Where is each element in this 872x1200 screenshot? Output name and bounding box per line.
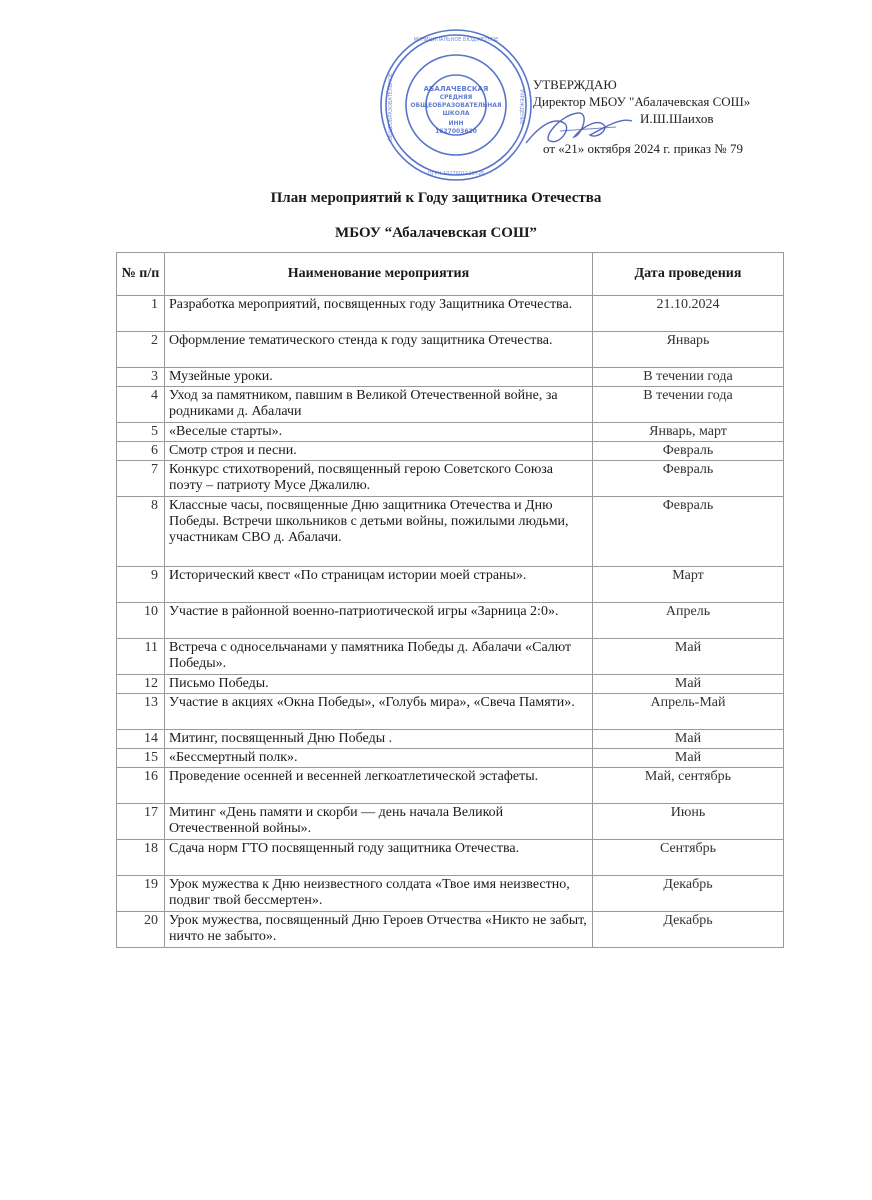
table-row (117, 296, 784, 332)
row-date: Февраль (593, 461, 784, 497)
row-number: 9 (117, 567, 165, 603)
table-row (117, 567, 784, 603)
table-row (117, 332, 784, 368)
svg-text:ШКОЛА: ШКОЛА (442, 110, 470, 117)
row-event-name: Сдача норм ГТО посвященный году защитника Отечества. (165, 840, 593, 876)
approval-director-name: И.Ш.Шаихов (640, 111, 714, 126)
table-row (117, 461, 784, 497)
header-number: № п/п (117, 253, 165, 296)
svg-text:ОБЩЕОБРАЗОВАТЕЛЬНОЕ: ОБЩЕОБРАЗОВАТЕЛЬНОЕ (388, 72, 394, 142)
school-name-title: МБОУ “Абалачевская СОШ” (335, 225, 537, 241)
row-date: В течении года (593, 387, 784, 423)
row-event-name: Разработка мероприятий, посвященных году Защитника Отечества. (165, 296, 593, 332)
table-row (117, 730, 784, 749)
approval-order-date: от «21» октября 2024 г. приказ № 79 (543, 141, 743, 156)
row-event-name: Урок мужества, посвященный Дню Героев Отчества «Никто не забыт, ничто не забыто». (165, 912, 593, 948)
row-date: Апрель-Май (593, 694, 784, 730)
approval-heading: УТВЕРЖДАЮ (533, 77, 617, 92)
row-number: 1 (117, 296, 165, 332)
row-number: 2 (117, 332, 165, 368)
row-date: Апрель (593, 603, 784, 639)
row-date: Май (593, 675, 784, 694)
row-date: Июнь (593, 804, 784, 840)
row-event-name: Музейные уроки. (165, 368, 593, 387)
events-plan-table (116, 252, 784, 948)
svg-text:ИНН: ИНН (448, 120, 464, 127)
row-number: 7 (117, 461, 165, 497)
table-row (117, 675, 784, 694)
table-row (117, 368, 784, 387)
row-event-name: Участие в акциях «Окна Победы», «Голубь мира», «Свеча Памяти». (165, 694, 593, 730)
table-row (117, 423, 784, 442)
header-event-name: Наименование мероприятия (165, 253, 593, 296)
row-date: Февраль (593, 497, 784, 567)
row-date: 21.10.2024 (593, 296, 784, 332)
svg-text:ОГРН 1027601119726: ОГРН 1027601119726 (427, 171, 485, 177)
row-event-name: Конкурс стихотворений, посвященный герою Советского Союза поэту – патриоту Мусе Джалилю. (165, 461, 593, 497)
row-number: 5 (117, 423, 165, 442)
row-date: Сентябрь (593, 840, 784, 876)
svg-text:АБАЛАЧЕВСКАЯ: АБАЛАЧЕВСКАЯ (423, 85, 489, 93)
table-row (117, 840, 784, 876)
table-row (117, 876, 784, 912)
svg-text:ОБЩЕОБРАЗОВАТЕЛЬНАЯ: ОБЩЕОБРАЗОВАТЕЛЬНАЯ (410, 102, 502, 109)
row-event-name: Уход за памятником, павшим в Великой Отечественной войне, за родниками д. Абалачи (165, 387, 593, 423)
row-event-name: Исторический квест «По страницам истории моей страны». (165, 567, 593, 603)
row-number: 15 (117, 749, 165, 768)
row-event-name: «Бессмертный полк». (165, 749, 593, 768)
row-number: 13 (117, 694, 165, 730)
row-date: В течении года (593, 368, 784, 387)
row-event-name: Письмо Победы. (165, 675, 593, 694)
row-number: 14 (117, 730, 165, 749)
svg-text:1627003620: 1627003620 (435, 128, 477, 135)
row-number: 10 (117, 603, 165, 639)
row-number: 4 (117, 387, 165, 423)
table-row (117, 768, 784, 804)
row-date: Май (593, 639, 784, 675)
row-event-name: Смотр строя и песни. (165, 442, 593, 461)
row-event-name: Участие в районной военно-патриотической игры «Зарница 2:0». (165, 603, 593, 639)
row-number: 19 (117, 876, 165, 912)
row-date: Май (593, 730, 784, 749)
row-date: Май, сентябрь (593, 768, 784, 804)
row-event-name: «Веселые старты». (165, 423, 593, 442)
row-event-name: Оформление тематического стенда к году защитника Отечества. (165, 332, 593, 368)
row-date: Март (593, 567, 784, 603)
row-number: 12 (117, 675, 165, 694)
table-row (117, 497, 784, 567)
table-row (117, 442, 784, 461)
row-event-name: Проведение осенней и весенней легкоатлетической эстафеты. (165, 768, 593, 804)
row-event-name: Встреча с односельчанами у памятника Победы д. Абалачи «Салют Победы». (165, 639, 593, 675)
document-title: План мероприятий к Году защитника Отечества (270, 190, 602, 206)
row-number: 3 (117, 368, 165, 387)
table-row (117, 749, 784, 768)
table-row (117, 603, 784, 639)
row-date: Январь (593, 332, 784, 368)
row-number: 11 (117, 639, 165, 675)
row-number: 16 (117, 768, 165, 804)
row-event-name: Митинг, посвященный Дню Победы . (165, 730, 593, 749)
table-row (117, 639, 784, 675)
svg-text:СРЕДНЯЯ: СРЕДНЯЯ (439, 94, 473, 101)
row-number: 18 (117, 840, 165, 876)
row-date: Февраль (593, 442, 784, 461)
table-row (117, 804, 784, 840)
row-number: 6 (117, 442, 165, 461)
row-event-name: Классные часы, посвященные Дню защитника Отечества и Дню Победы. Встречи школьников с детьми войны, пожилыми людьми, участникам СВО д. Абалачи. (165, 497, 593, 567)
svg-text:УЧРЕЖДЕНИЕ: УЧРЕЖДЕНИЕ (518, 89, 524, 125)
svg-text:МУНИЦИПАЛЬНОЕ БЮДЖЕТНОЕ: МУНИЦИПАЛЬНОЕ БЮДЖЕТНОЕ (413, 37, 499, 43)
row-date: Май (593, 749, 784, 768)
table-row (117, 387, 784, 423)
row-number: 17 (117, 804, 165, 840)
table-row (117, 912, 784, 948)
row-date: Январь, март (593, 423, 784, 442)
row-date: Декабрь (593, 912, 784, 948)
table-header-row (117, 253, 784, 296)
row-event-name: Урок мужества к Дню неизвестного солдата «Твое имя неизвестно, подвиг твой бессмертен». (165, 876, 593, 912)
table-row (117, 694, 784, 730)
row-event-name: Митинг «День памяти и скорби — день начала Великой Отечественной войны». (165, 804, 593, 840)
header-date: Дата проведения (593, 253, 784, 296)
row-number: 8 (117, 497, 165, 567)
row-date: Декабрь (593, 876, 784, 912)
approval-director-line: Директор МБОУ "Абалачевская СОШ» (533, 94, 751, 109)
school-seal-stamp (378, 27, 534, 183)
row-number: 20 (117, 912, 165, 948)
